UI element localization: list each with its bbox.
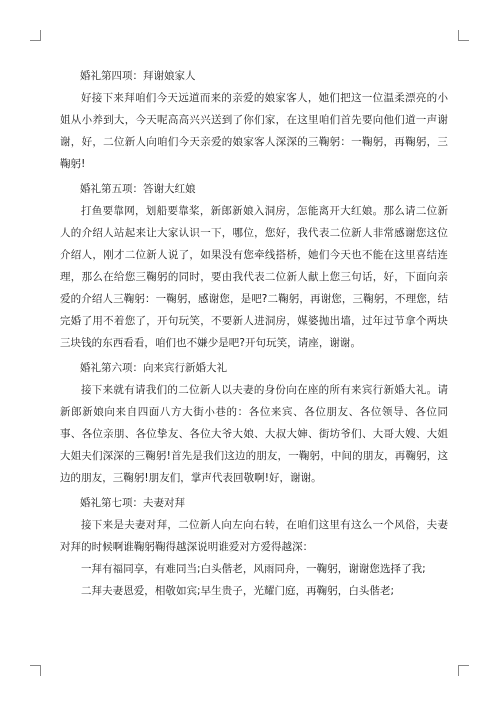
section-heading: 婚礼第七项：夫妻对拜 <box>80 497 185 509</box>
document-body <box>60 66 448 602</box>
paragraph: 打鱼要靠网，划船要靠桨，新郎新娘入洞房，怎能离开大红娘。那么请二位新人的介绍人站起来让大家认识一下，哪位，您好，我代表二位新人非常感谢您这位介绍人，刚才二位新人说了，如果没有您牵线搭桥，她们今天也不能在这里喜结连理，那么在给您三鞠躬的同时，要由我代表二位新人献上您三句话，好，下面向亲爱的介绍人三鞠躬：一鞠躬，感谢您，是吧?二鞠躬，再谢您，三鞠躬，不理您，结完婚了用不着您了，开句玩笑，不要新人进洞房，媒婆抛出墙，过年过节拿个两块三块钱的东西看看，咱们也不嫌少是吧?开句玩笑，请座，谢谢。 <box>60 205 448 349</box>
paragraph: 一拜有福同享，有难同当;白头偕老，风雨同舟，一鞠躬，谢谢您选择了我; <box>81 563 426 575</box>
crop-mark-bottom-left <box>30 665 41 676</box>
crop-mark-bottom-right <box>458 665 469 676</box>
paragraph: 好接下来拜咱们今天远道而来的亲爱的娘家客人，她们把这一位温柔漂亮的小姐从小养到大，今天呢高高兴兴送到了你们家，在这里咱们首先要向他们道一声谢谢，好，二位新人向咱们今天亲爱的娘家客人深深的三鞠躬：一鞠躬，再鞠躬，三鞠躬! <box>60 92 448 170</box>
section-6 <box>60 358 448 489</box>
paragraph: 接下来就有请我们的二位新人以夫妻的身份向在座的所有来宾行新婚大礼。请新郎新娘向来自四面八方大街小巷的：各位来宾、各位朋友、各位领导、各位同事、各位亲朋、各位挚友、各位大爷大娘、大叔大婶、街坊爷们、大哥大嫂、大姐大姐夫们深深的三鞠躬!首先是我们这边的朋友，一鞠躬，中间的朋友，再鞠躬，这边的朋友，三鞠躬!朋友们，掌声代表回敬啊!好，谢谢。 <box>60 384 448 484</box>
section-7 <box>60 493 448 602</box>
paragraph: 接下来是夫妻对拜，二位新人向左向右转，在咱们这里有这么一个风俗，夫妻对拜的时候啊谁鞠躬鞠得越深说明谁爱对方爱得越深： <box>60 519 448 553</box>
section-heading: 婚礼第六项：向来宾行新婚大礼 <box>80 362 227 374</box>
paragraph: 二拜夫妻恩爱，相敬如宾;早生贵子，光耀门庭，再鞠躬，白头偕老; <box>81 585 395 597</box>
section-heading: 婚礼第四项：拜谢娘家人 <box>80 70 196 82</box>
crop-mark-top-right <box>458 30 469 41</box>
section-5 <box>60 179 448 354</box>
section-4 <box>60 66 448 175</box>
section-heading: 婚礼第五项：答谢大红娘 <box>80 183 196 195</box>
crop-mark-top-left <box>30 30 41 41</box>
